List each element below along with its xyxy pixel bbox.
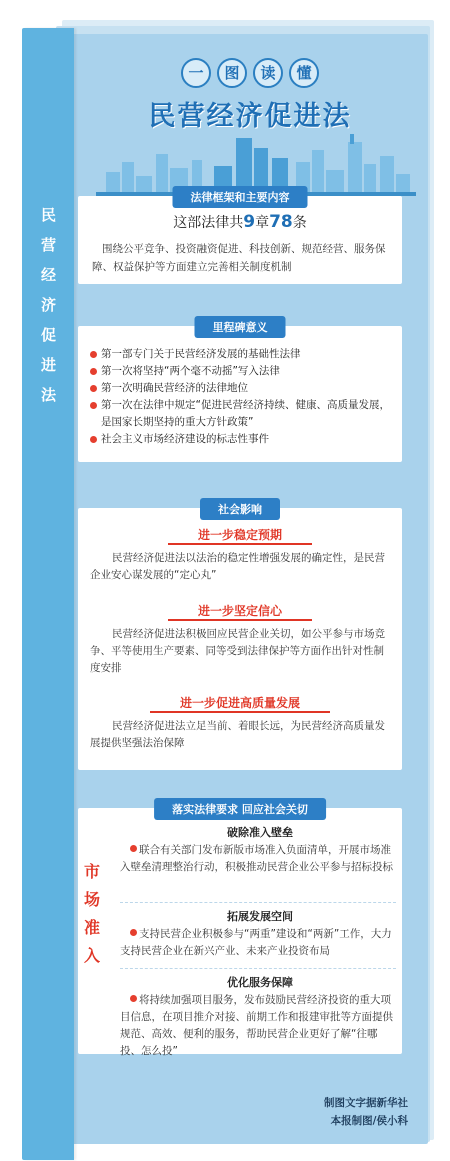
bullet-dot-icon [130, 929, 137, 936]
article-unit: 条 [292, 215, 307, 231]
impact-paragraph: 民营经济促进法积极回应民营企业关切，如公平参与市场竞争、平等使用生产要素、同等受到法律保护等方面作出针对性制度安排 [90, 628, 385, 674]
list-item [90, 380, 394, 397]
impact-subheading [78, 602, 402, 619]
credits [324, 1094, 408, 1130]
small-title [178, 58, 322, 88]
law-prefix: 这部法律共 [173, 215, 244, 231]
article-count: 78 [269, 212, 293, 232]
market-access-label: 市场准入 [84, 862, 101, 965]
bullet-dot-icon [130, 995, 137, 1002]
list-item-text: 社会主义市场经济建设的标志性事件 [101, 433, 269, 445]
implement-section-title: 拓展发展空间 [227, 910, 293, 923]
bullet-dot-icon [90, 368, 97, 375]
small-title-char: 一 [181, 58, 211, 88]
framework-card [78, 191, 402, 284]
section-divider [120, 902, 396, 903]
chapter-count: 9 [243, 212, 256, 232]
impact-paragraph: 民营经济促进法以法治的稳定性增强发展的确定性，是民营企业安心谋发展的“定心丸” [90, 552, 385, 581]
small-title-char: 读 [253, 58, 283, 88]
small-title-char: 懂 [289, 58, 319, 88]
credit-line: 制图文字据新华社 [324, 1097, 408, 1109]
subheading-text: 进一步稳定预期 [168, 528, 312, 545]
milestone-card [78, 321, 402, 462]
subheading-text: 进一步坚定信心 [168, 604, 312, 621]
milestone-list [90, 346, 394, 448]
list-item [90, 397, 394, 431]
list-item-text: 第一次在法律中规定“促进民营经济持续、健康、高质量发展，是国家长期坚持的重大方针政策” [101, 399, 390, 428]
bullet-dot-icon [90, 351, 97, 358]
law-summary [78, 212, 402, 232]
header [80, 58, 420, 133]
list-item [90, 346, 394, 363]
list-item-text: 第一部专门关于民营经济发展的基础性法律 [101, 348, 301, 360]
book-spine [22, 28, 74, 1160]
milestone-pill: 里程碑意义 [195, 316, 286, 338]
implement-section-text [120, 842, 396, 876]
implement-section-text [120, 992, 396, 1060]
small-title-char: 图 [217, 58, 247, 88]
section-text: 联合有关部门发布新版市场准入负面清单，开展市场准入壁垒清理整治行动，积极推动民营企业公平参与招标投标 [120, 844, 393, 873]
spine-title: 民营经济促进法 [40, 206, 57, 404]
chapter-unit: 章 [255, 215, 270, 231]
impact-paragraph: 民营经济促进法立足当前、着眼长远，为民营经济高质量发展提供坚强法治保障 [90, 720, 385, 749]
section-text: 支持民营企业积极参与“两重”建设和“两新”工作，大力支持民营企业在新兴产业、未来产业投资布局 [120, 928, 392, 957]
implement-section-title: 优化服务保障 [227, 976, 293, 989]
framework-description: 围绕公平竞争、投资融资促进、科技创新、规范经营、服务保障、权益保护等方面建立完善相关制度机制 [92, 243, 386, 273]
bullet-dot-icon [90, 436, 97, 443]
impact-card [78, 503, 402, 770]
implement-section-title: 破除准入壁垒 [227, 826, 293, 839]
bullet-dot-icon [90, 402, 97, 409]
impact-subheading [78, 526, 402, 543]
main-title: 民营经济促进法 [148, 101, 352, 132]
list-item-text: 第一次明确民营经济的法律地位 [101, 382, 248, 394]
impact-subheading [78, 694, 402, 711]
implement-card [78, 803, 402, 1057]
list-item-text: 第一次将坚持“两个毫不动摇”写入法律 [101, 365, 280, 377]
framework-pill: 法律框架和主要内容 [173, 186, 308, 208]
list-item [90, 363, 394, 380]
bullet-dot-icon [130, 845, 137, 852]
credit-line: 本报制图/侯小科 [330, 1115, 408, 1127]
section-divider [120, 968, 396, 969]
implement-pill: 落实法律要求 回应社会关切 [154, 798, 326, 820]
subheading-text: 进一步促进高质量发展 [150, 696, 330, 713]
implement-section-text [120, 926, 396, 960]
bullet-dot-icon [90, 385, 97, 392]
impact-pill: 社会影响 [200, 498, 280, 520]
list-item [90, 431, 394, 448]
section-text: 将持续加强项目服务，发布鼓励民营经济投资的重大项目信息，在项目推介对接、前期工作和报建审批等方面提供规范、高效、便利的服务，帮助民营企业更好了解“往哪投、怎么投” [120, 994, 393, 1057]
